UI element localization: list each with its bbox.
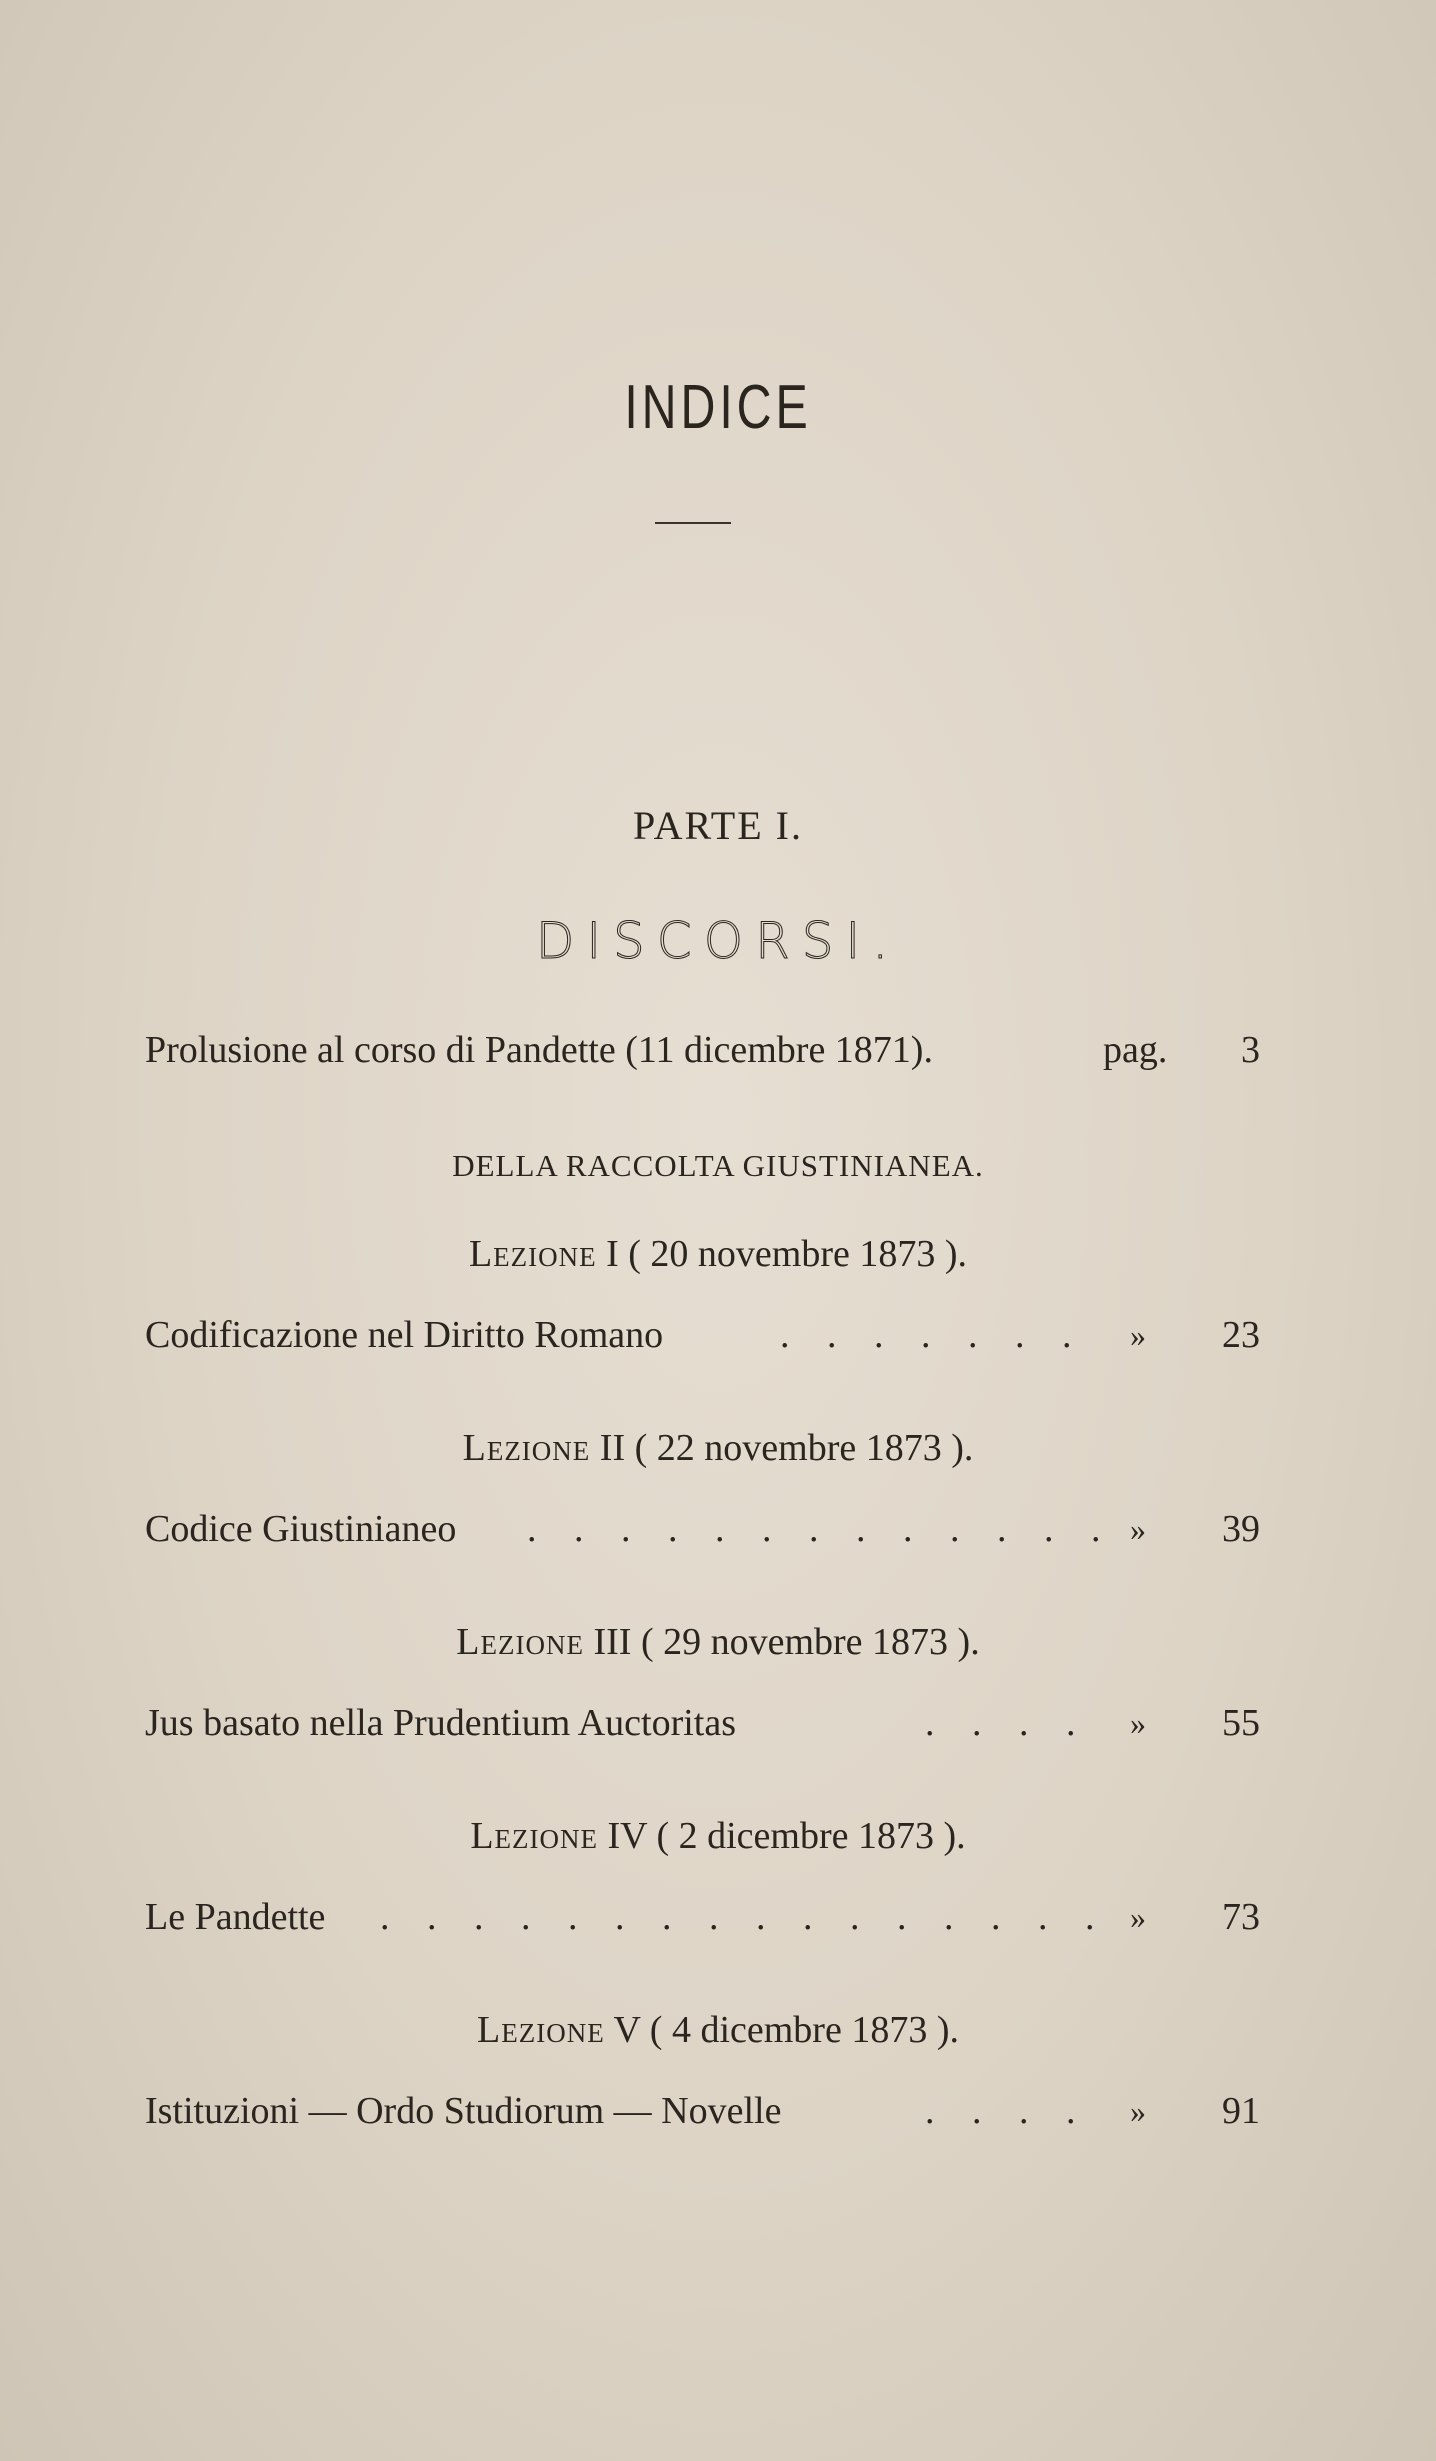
lesson-date: ( 29 novembre 1873 ). <box>640 1621 980 1663</box>
toc-ditto-marker: » <box>1130 1899 1146 1935</box>
toc-leader: . . . . . . . . . . . . . <box>527 1508 1115 1550</box>
toc-entry-title: Istituzioni — Ordo Studiorum — Novelle <box>145 2090 782 2132</box>
lesson-label: Lezione <box>456 1621 584 1663</box>
part-heading: PARTE I. <box>633 803 803 848</box>
toc-ditto-marker: » <box>1130 1317 1146 1353</box>
lesson-number: IV <box>607 1815 647 1857</box>
toc-ditto-marker: » <box>1130 1705 1146 1741</box>
toc-entry-title: Le Pandette <box>145 1896 326 1938</box>
lesson-label: Lezione <box>468 1233 597 1275</box>
lesson-date: ( 20 novembre 1873 ). <box>628 1233 968 1275</box>
toc-entry[interactable] <box>145 1892 1260 1942</box>
toc-page-marker: pag. <box>1103 1029 1168 1071</box>
index-title: INDICE <box>624 373 812 442</box>
lesson-label: Lezione <box>470 1815 599 1857</box>
lesson-heading <box>0 1232 1436 1276</box>
title-rule <box>655 522 731 524</box>
subsection-heading: DELLA RACCOLTA GIUSTINIANEA. <box>452 1148 984 1183</box>
toc-entry-title: Prolusione al corso di Pandette (11 dicembre 1871). <box>145 1029 933 1071</box>
toc-page-number: 39 <box>1222 1508 1260 1550</box>
lesson-label: Lezione <box>477 2009 605 2051</box>
section-heading: DISCORSI. <box>535 912 901 970</box>
toc-entry-title: Codice Giustinianeo <box>145 1508 457 1550</box>
lesson-heading <box>0 1426 1436 1470</box>
toc-ditto-marker: » <box>1130 2093 1146 2129</box>
toc-page-number: 23 <box>1222 1314 1260 1356</box>
toc-leader: . . . . <box>925 2090 1090 2132</box>
toc-entry-title: Jus basato nella Prudentium Auctoritas <box>145 1702 737 1744</box>
lesson-heading <box>0 2008 1436 2052</box>
toc-leader: . . . . . . . <box>780 1314 1086 1356</box>
toc-page-number: 55 <box>1222 1702 1260 1744</box>
toc-leader: . . . . . . . . . . . . . . . . <box>380 1896 1109 1938</box>
lesson-date: ( 4 dicembre 1873 ). <box>649 2009 959 2051</box>
lesson-number: II <box>599 1427 626 1469</box>
lesson-label: Lezione <box>462 1427 591 1469</box>
lesson-heading <box>0 1620 1436 1664</box>
toc-ditto-marker: » <box>1130 1511 1146 1547</box>
lesson-number: V <box>613 2009 641 2051</box>
toc-entry[interactable] <box>145 1310 1260 1360</box>
toc-leader: . . . . <box>925 1702 1090 1744</box>
toc-page-number: 73 <box>1222 1896 1260 1938</box>
lesson-date: ( 22 novembre 1873 ). <box>634 1427 974 1469</box>
toc-entry[interactable] <box>145 2086 1260 2136</box>
lesson-number: III <box>593 1621 632 1663</box>
toc-entry-prolusione[interactable] <box>145 1025 1260 1075</box>
toc-entry-title: Codificazione nel Diritto Romano <box>145 1314 664 1356</box>
toc-entry[interactable] <box>145 1504 1260 1554</box>
lesson-number: I <box>606 1233 619 1275</box>
lesson-date: ( 2 dicembre 1873 ). <box>656 1815 966 1857</box>
toc-page-number: 3 <box>1241 1029 1260 1071</box>
toc-entry[interactable] <box>145 1698 1260 1748</box>
toc-page-number: 91 <box>1222 2090 1260 2132</box>
lesson-heading <box>0 1814 1436 1858</box>
